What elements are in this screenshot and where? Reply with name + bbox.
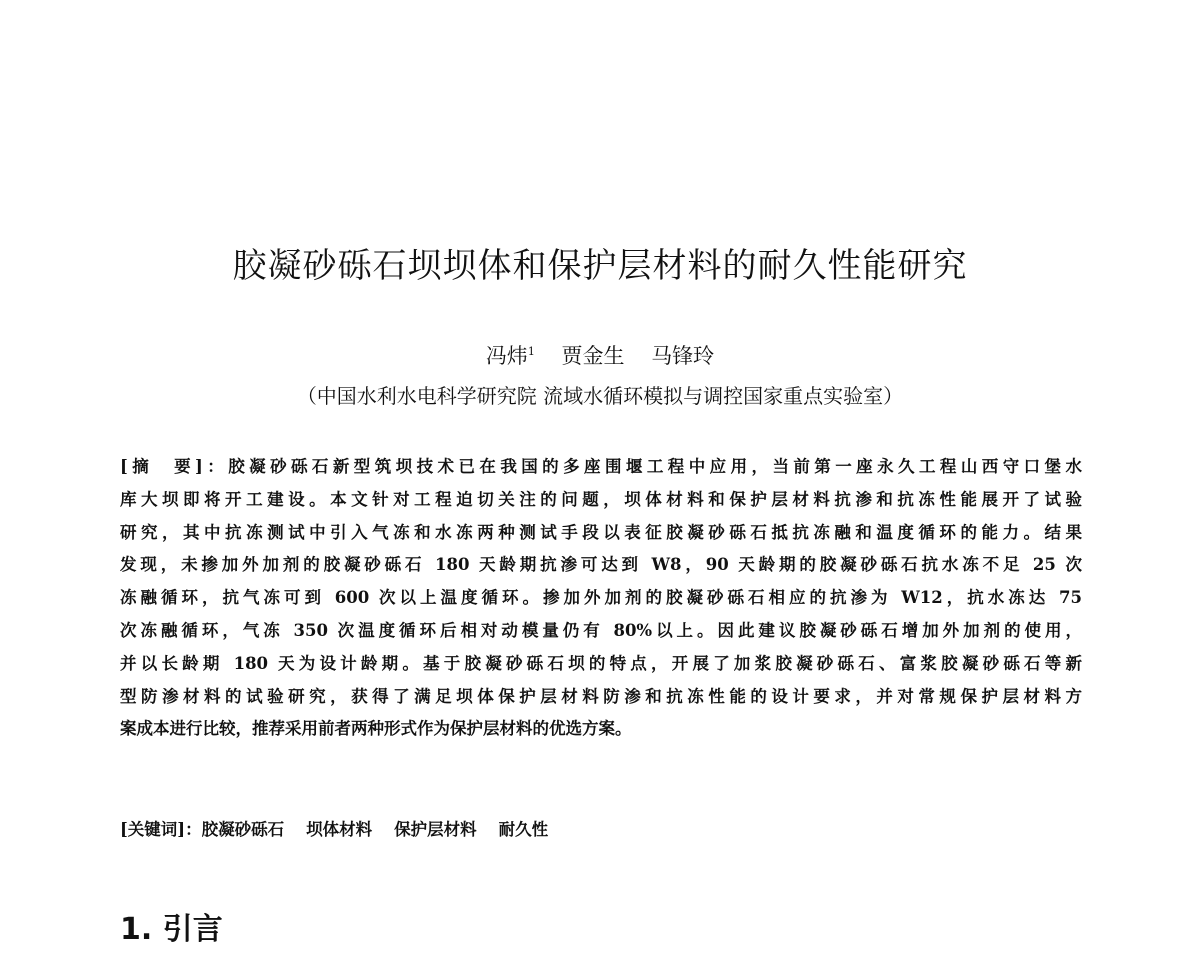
author-list <box>0 340 1200 370</box>
abstract <box>120 454 1082 749</box>
abstract-line: 次冻融循环，气冻 350 次温度循环后相对动模量仍有 80%以上。因此建议胶凝砂砾石增加外加剂的使用， <box>120 620 1082 640</box>
keywords <box>120 816 570 840</box>
paper-title: 胶凝砂砾石坝坝体和保护层材料的耐久性能研究 <box>232 246 968 286</box>
abstract-line: 冻融循环，抗气冻可到 600 次以上温度循环。掺加外加剂的胶凝砂砾石相应的抗渗为 W12，抗水冻达 75 <box>120 588 1082 608</box>
section-heading: 1. 引言 <box>120 912 223 947</box>
author: 贾金生 <box>561 344 625 368</box>
abstract-line: 库大坝即将开工建设。本文针对工程迫切关注的问题，坝体材料和保护层材料抗渗和抗冻性能展开了试验 <box>120 489 1082 509</box>
author: 冯炜$^1$ <box>485 344 535 368</box>
keyword: 耐久性 <box>498 820 549 839</box>
affiliation: （中国水利水电科学研究院 流域水循环模拟与调控国家重点实验室） <box>296 384 904 408</box>
author: 马锋玲 <box>651 344 715 368</box>
abstract-line: 并以长龄期 180 天为设计龄期。基于胶凝砂砾石坝的特点，开展了加浆胶凝砂砾石、富浆胶凝砂砾石等新 <box>120 653 1082 673</box>
abstract-line: [摘 要]：胶凝砂砾石新型筑坝技术已在我国的多座围堰工程中应用，当前第一座永久工程山西守口堡水 <box>120 457 1082 476</box>
keyword: 胶凝砂砾石 <box>201 820 285 839</box>
abstract-line: 型防渗材料的试验研究，获得了满足坝体保护层材料防渗和抗冻性能的设计要求，并对常规保护层材料方 <box>120 686 1082 706</box>
abstract-line: 发现，未掺加外加剂的胶凝砂砾石 180 天龄期抗渗可达到 W8，90 天龄期的胶凝砂砾石抗水冻不足 25 次 <box>120 555 1082 575</box>
abstract-line: 案成本进行比较，推荐采用前者两种形式作为保护层材料的优选方案。 <box>120 719 632 739</box>
abstract-line: 研究，其中抗冻测试中引入气冻和水冻两种测试手段以表征胶凝砂砾石抵抗冻融和温度循环的能力。结果 <box>120 522 1082 542</box>
keyword: 坝体材料 <box>306 820 373 839</box>
keywords-label: [关键词]： <box>120 820 202 839</box>
keyword: 保护层材料 <box>394 820 477 839</box>
